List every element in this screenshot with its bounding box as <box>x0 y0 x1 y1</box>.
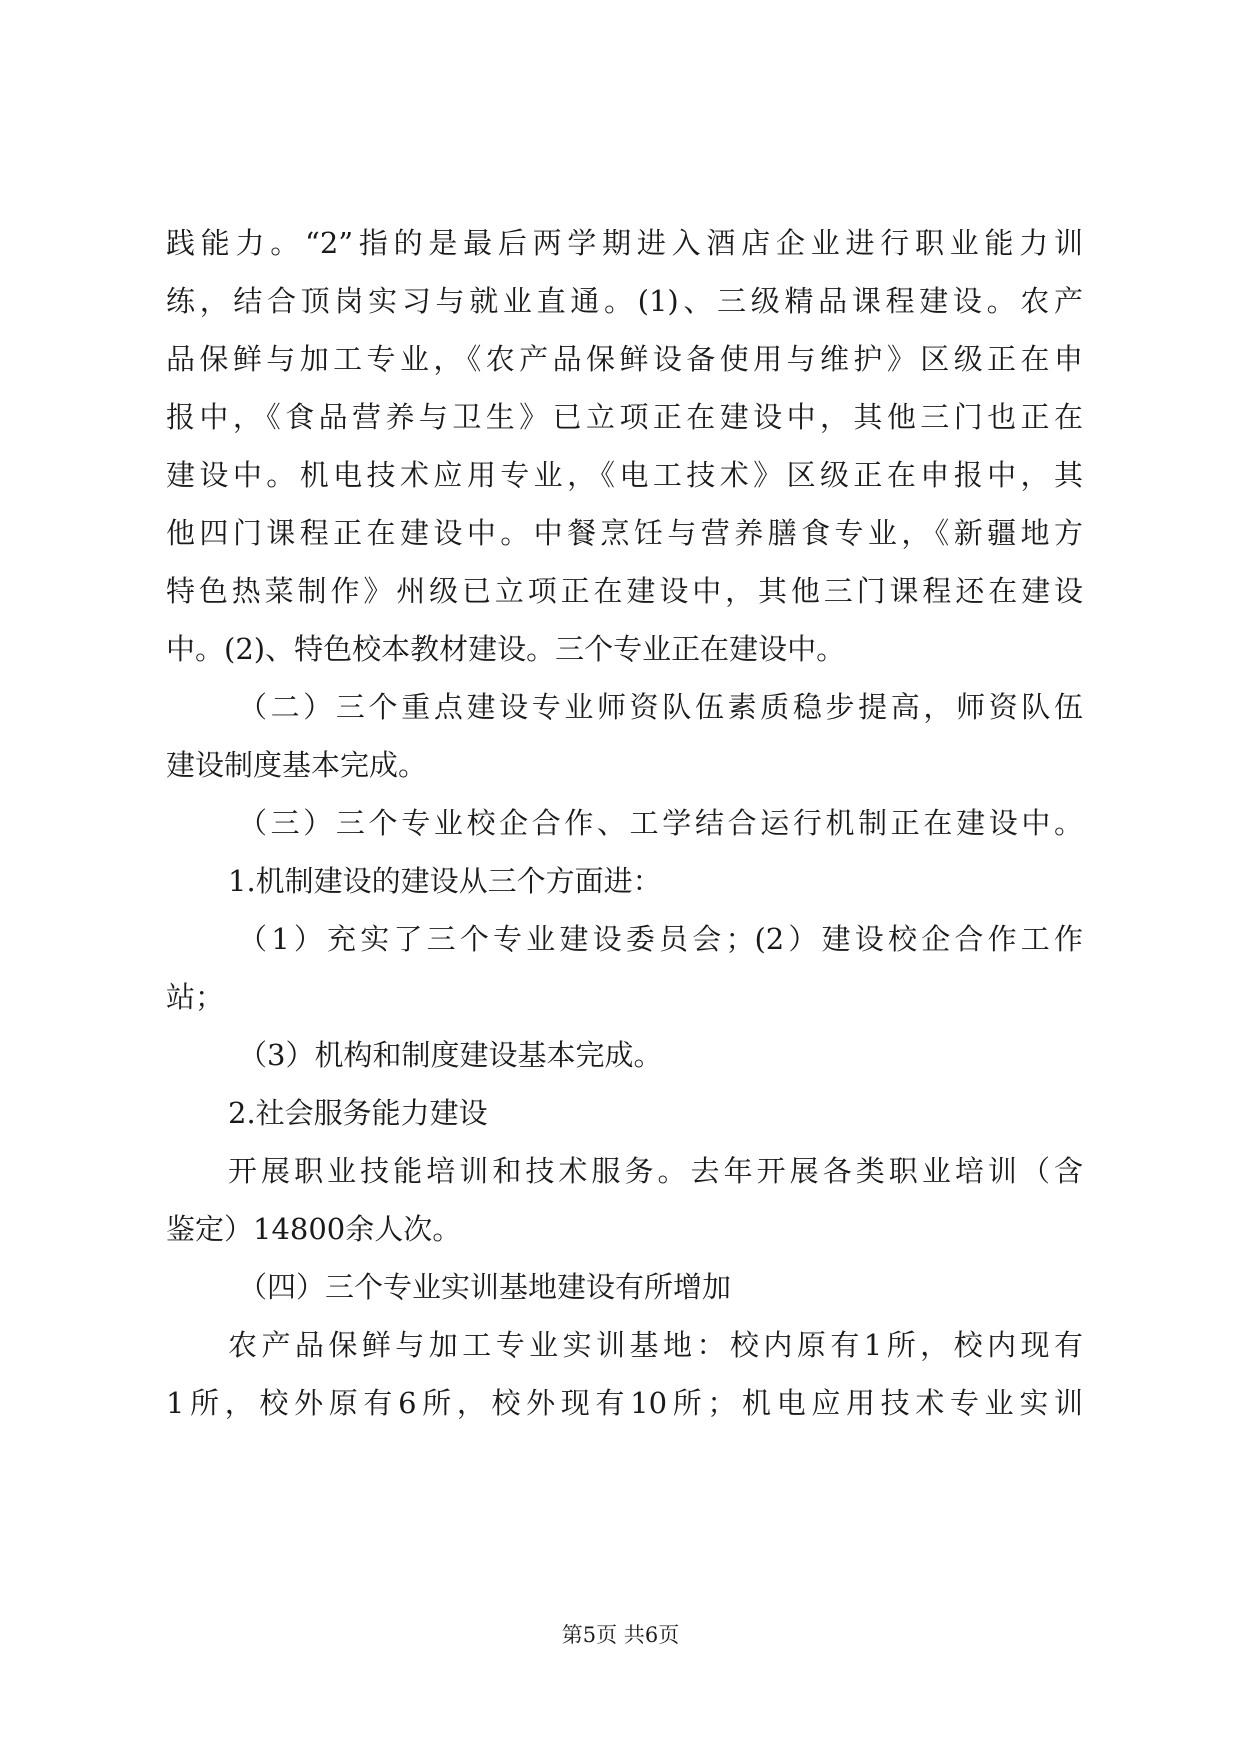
page-footer: 第5页 共6页 <box>561 1623 680 1647</box>
text-line: 品保鲜与加工专业，《农产品保鲜设备使用与维护》区级正在申 <box>166 342 1083 376</box>
text-line: 1所，校外原有6所，校外现有10所；机电应用技术专业实训 <box>166 1386 1083 1420</box>
text-line: 特色热菜制作》州级已立项正在建设中，其他三门课程还在建设 <box>166 574 1083 608</box>
text-line: 鉴定）14800余人次。 <box>166 1212 462 1246</box>
text-line: 2.社会服务能力建设 <box>228 1096 488 1130</box>
text-line: （二）三个重点建设专业师资队伍素质稳步提高，师资队伍 <box>238 690 1083 724</box>
text-line: 练，结合顶岗实习与就业直通。(1)、三级精品课程建设。农产 <box>166 284 1083 318</box>
text-line: 践能力。“2”指的是最后两学期进入酒店企业进行职业能力训 <box>166 226 1083 260</box>
text-line: 农产品保鲜与加工专业实训基地：校内原有1所，校内现有 <box>228 1328 1083 1362</box>
text-line: 开展职业技能培训和技术服务。去年开展各类职业培训（含 <box>228 1154 1083 1188</box>
text-line: 中。(2)、特色校本教材建设。三个专业正在建设中。 <box>166 632 846 666</box>
text-line: （四）三个专业实训基地建设有所增加 <box>238 1270 732 1304</box>
text-line: 报中，《食品营养与卫生》已立项正在建设中，其他三门也正在 <box>166 400 1083 434</box>
text-line: （1）充实了三个专业建设委员会；(2）建设校企合作工作 <box>238 922 1083 956</box>
text-line: 1.机制建设的建设从三个方面进： <box>228 864 662 898</box>
text-line: （3）机构和制度建设基本完成。 <box>238 1038 663 1072</box>
text-line: 站； <box>166 980 225 1014</box>
text-line: （三）三个专业校企合作、工学结合运行机制正在建设中。 <box>238 806 1083 840</box>
text-line: 建设中。机电技术应用专业，《电工技术》区级正在申报中，其 <box>166 458 1083 492</box>
text-line: 他四门课程正在建设中。中餐烹饪与营养膳食专业，《新疆地方 <box>166 516 1083 550</box>
text-line: 建设制度基本完成。 <box>166 748 428 782</box>
